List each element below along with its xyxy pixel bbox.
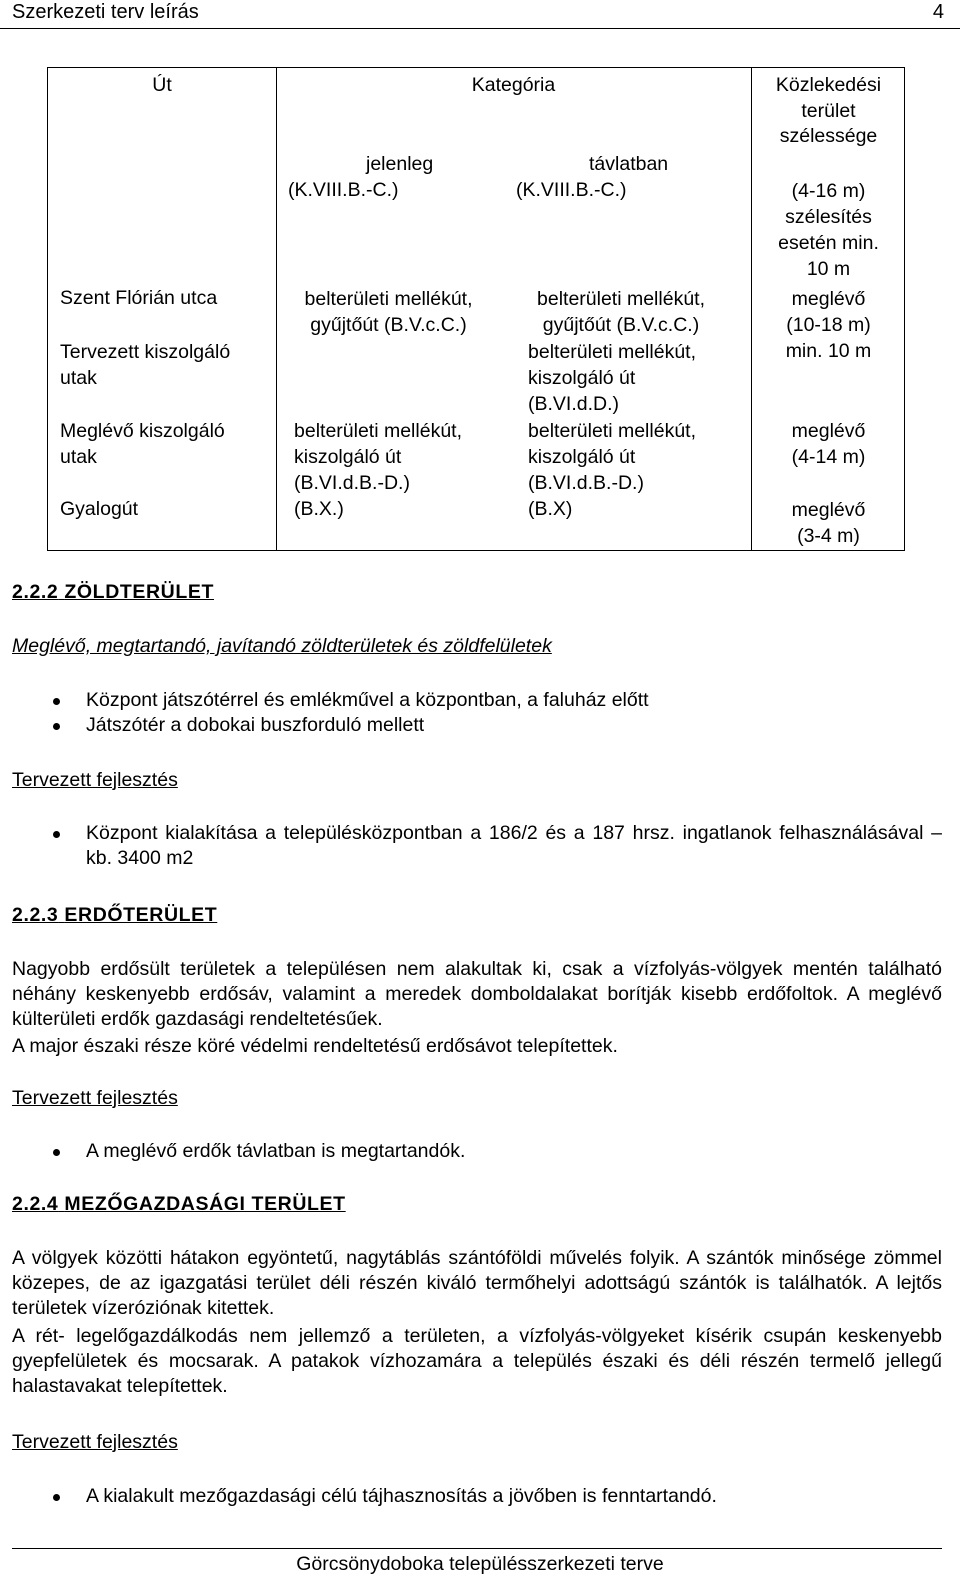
- bullet-list: [86, 1484, 942, 1509]
- row-jelenleg: (B.X.): [294, 498, 344, 520]
- row-jelenleg: belterületi mellékút, gyűjtőút (B.V.c.C.): [304, 288, 473, 336]
- row-szelesseg: min. 10 m: [785, 340, 872, 362]
- paragraph: A rét- legelőgazdálkodás nem jellemző a területen, a vízfolyás-völgyeket kísérik csupán keskenyebb gyepfelületek és mocsarak. A patakok vízhozamára a település északi és déli részén termelő jellegű halastavakat telepítettek.: [12, 1325, 942, 1397]
- section-heading-erdoterulet: 2.2.3 ERDŐTERÜLET: [12, 904, 218, 926]
- row-jelenleg: belterületi mellékút, kiszolgáló út (B.VI.d.B.-D.): [294, 420, 462, 494]
- table-header-ut: Út: [152, 74, 172, 96]
- table-header-kozlekedesi: Közlekedési terület szélessége: [775, 74, 882, 147]
- code-tavlatban: (K.VIII.B.-C.): [516, 179, 627, 201]
- section-heading-zoldterulet: 2.2.2 ZÖLDTERÜLET: [12, 581, 214, 603]
- row-szelesseg: meglévő (3-4 m): [791, 499, 866, 547]
- row-tavlatban: (B.X): [528, 498, 573, 520]
- list-item: Központ játszótérrel és emlékművel a központban, a faluház előtt: [86, 688, 946, 713]
- bullet-icon: [53, 698, 60, 705]
- document-title: Szerkezeti terv leírás: [12, 1, 199, 23]
- table-subheader-tavlatban: távlatban: [589, 153, 669, 175]
- row-ut: Szent Flórián utca: [60, 287, 218, 309]
- row-ut: Gyalogút: [60, 498, 139, 520]
- paragraph: A völgyek közötti hátakon egyöntetű, nagytáblás szántóföldi művelés folyik. A szántók minősége zömmel közepes, de az igazgatási terület déli részén kiváló termőhelyi adottságú szántók is találhatók. A lejtős területek vízeróziónak kitettek.: [12, 1247, 942, 1319]
- row-szelesseg: meglévő (10-18 m): [786, 288, 871, 336]
- bullet-list: [86, 821, 942, 871]
- road-category-table: [47, 67, 905, 551]
- row-ut: Meglévő kiszolgáló utak: [60, 420, 225, 468]
- page-number: 4: [932, 1, 944, 23]
- code-jelenleg: (K.VIII.B.-C.): [288, 179, 399, 201]
- subheading-meglevo: Meglévő, megtartandó, javítandó zöldterületek és zöldfelületek: [12, 635, 552, 657]
- paragraph: A major északi része köré védelmi rendeltetésű erdősávot telepítettek.: [12, 1035, 618, 1057]
- page-footer: Görcsönydoboka településszerkezeti terve: [296, 1553, 664, 1575]
- bullet-icon: [53, 723, 60, 730]
- row-tavlatban: belterületi mellékút, kiszolgáló út (B.VI.d.D.): [528, 341, 696, 415]
- section-heading-mezogazdasagi: 2.2.4 MEZŐGAZDASÁGI TERÜLET: [12, 1193, 346, 1215]
- footer-divider: [12, 1548, 942, 1549]
- list-item: A kialakult mezőgazdasági célú tájhasznosítás a jövőben is fenntartandó.: [86, 1484, 942, 1509]
- list-item: Központ kialakítása a településközpontban a 186/2 és a 187 hrsz. ingatlanok felhasználásával – kb. 3400 m2: [86, 821, 942, 871]
- bullet-list: [86, 1139, 942, 1164]
- row-ut: Tervezett kiszolgáló utak: [60, 341, 231, 389]
- code-szelesseg: (4-16 m) szélesítés esetén min. 10 m: [778, 180, 879, 280]
- list-item: A meglévő erdők távlatban is megtartandók.: [86, 1139, 942, 1164]
- bullet-list: [86, 688, 946, 738]
- list-item: Játszótér a dobokai buszforduló mellett: [86, 713, 946, 738]
- subheading-tervezett: Tervezett fejlesztés: [12, 1431, 178, 1453]
- paragraph: Nagyobb erdősült területek a településen nem alakultak ki, csak a vízfolyás-völgyek mentén található néhány keskenyebb erdősáv, valamint a meredek domboldalakat borítják kisebb erdőfoltok. A meglévő külterületi erdők gazdasági rendeltetésűek.: [12, 958, 942, 1030]
- bullet-icon: [53, 831, 60, 838]
- row-tavlatban: belterületi mellékút, kiszolgáló út (B.VI.d.B.-D.): [528, 420, 696, 494]
- subheading-tervezett: Tervezett fejlesztés: [12, 769, 178, 791]
- row-tavlatban: belterületi mellékút, gyűjtőút (B.V.c.C.): [537, 288, 705, 336]
- bullet-icon: [53, 1149, 60, 1156]
- table-subheader-jelenleg: jelenleg: [366, 153, 434, 175]
- bullet-icon: [53, 1494, 60, 1501]
- subheading-tervezett: Tervezett fejlesztés: [12, 1087, 178, 1109]
- page-header: [0, 0, 960, 29]
- row-szelesseg: meglévő (4-14 m): [791, 420, 866, 468]
- table-header-kategoria: Kategória: [471, 74, 556, 96]
